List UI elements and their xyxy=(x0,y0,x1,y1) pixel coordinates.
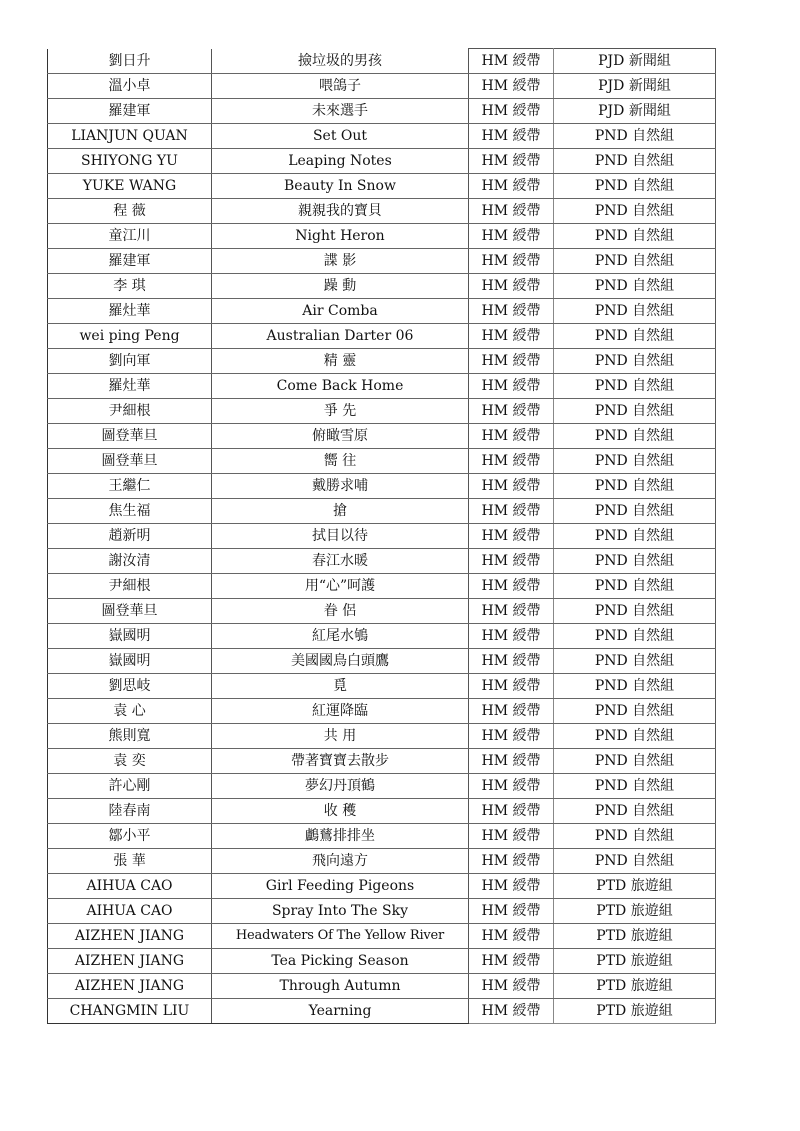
entrant-name-cell: 袁 心 xyxy=(48,699,212,724)
table-row xyxy=(48,524,716,549)
table-row xyxy=(48,274,716,299)
entrant-name-cell: AIZHEN JIANG xyxy=(48,924,212,949)
award-cell: HM 綬帶 xyxy=(469,224,554,249)
table-row xyxy=(48,899,716,924)
work-title-cell: Headwaters Of The Yellow River xyxy=(212,924,469,949)
award-cell: HM 綬帶 xyxy=(469,999,554,1024)
work-title-cell: 諜 影 xyxy=(212,249,469,274)
work-title-cell: 紅運降臨 xyxy=(212,699,469,724)
group-cell: PJD 新聞組 xyxy=(554,99,716,124)
award-cell: HM 綬帶 xyxy=(469,974,554,999)
table-row xyxy=(48,224,716,249)
work-title-cell: 春江水暖 xyxy=(212,549,469,574)
group-cell: PND 自然組 xyxy=(554,599,716,624)
work-title-cell: 精 靈 xyxy=(212,349,469,374)
award-cell: HM 綬帶 xyxy=(469,624,554,649)
award-cell: HM 綬帶 xyxy=(469,899,554,924)
entrant-name-cell: 劉思岐 xyxy=(48,674,212,699)
award-cell: HM 綬帶 xyxy=(469,74,554,99)
group-cell: PJD 新聞組 xyxy=(554,74,716,99)
work-title-cell: 用“心”呵護 xyxy=(212,574,469,599)
table-row xyxy=(48,649,716,674)
award-cell: HM 綬帶 xyxy=(469,774,554,799)
table-row xyxy=(48,699,716,724)
entrant-name-cell: AIZHEN JIANG xyxy=(48,949,212,974)
table-row xyxy=(48,424,716,449)
award-cell: HM 綬帶 xyxy=(469,49,554,74)
entrant-name-cell: 熊則寬 xyxy=(48,724,212,749)
entrant-name-cell: 程 薇 xyxy=(48,199,212,224)
entrant-name-cell: 溫小卓 xyxy=(48,74,212,99)
award-cell: HM 綬帶 xyxy=(469,674,554,699)
table-row xyxy=(48,149,716,174)
work-title-cell: Air Comba xyxy=(212,299,469,324)
entrant-name-cell: 王繼仁 xyxy=(48,474,212,499)
entrant-name-cell: 趙新明 xyxy=(48,524,212,549)
table-row xyxy=(48,349,716,374)
work-title-cell: 俯瞰雪原 xyxy=(212,424,469,449)
entrant-name-cell: 袁 奕 xyxy=(48,749,212,774)
award-cell: HM 綬帶 xyxy=(469,549,554,574)
entrant-name-cell: SHIYONG YU xyxy=(48,149,212,174)
work-title-cell: 紅尾水鴝 xyxy=(212,624,469,649)
awards-table-body xyxy=(48,49,716,1024)
entrant-name-cell: 鄒小平 xyxy=(48,824,212,849)
award-cell: HM 綬帶 xyxy=(469,699,554,724)
work-title-cell: 夢幻丹頂鶴 xyxy=(212,774,469,799)
table-row xyxy=(48,174,716,199)
table-row xyxy=(48,824,716,849)
work-title-cell: Yearning xyxy=(212,999,469,1024)
table-row xyxy=(48,299,716,324)
table-row xyxy=(48,199,716,224)
table-row xyxy=(48,399,716,424)
entrant-name-cell: 張 華 xyxy=(48,849,212,874)
group-cell: PND 自然組 xyxy=(554,199,716,224)
group-cell: PND 自然組 xyxy=(554,499,716,524)
award-cell: HM 綬帶 xyxy=(469,174,554,199)
group-cell: PND 自然組 xyxy=(554,749,716,774)
group-cell: PND 自然組 xyxy=(554,124,716,149)
table-row xyxy=(48,474,716,499)
entrant-name-cell: 圖登華旦 xyxy=(48,449,212,474)
group-cell: PTD 旅遊組 xyxy=(554,899,716,924)
work-title-cell: 拭目以待 xyxy=(212,524,469,549)
entrant-name-cell: AIZHEN JIANG xyxy=(48,974,212,999)
group-cell: PND 自然組 xyxy=(554,624,716,649)
group-cell: PTD 旅遊組 xyxy=(554,949,716,974)
table-row xyxy=(48,549,716,574)
work-title-cell: 嚮 往 xyxy=(212,449,469,474)
work-title-cell: Beauty In Snow xyxy=(212,174,469,199)
table-row xyxy=(48,724,716,749)
entrant-name-cell: 謝汝清 xyxy=(48,549,212,574)
entrant-name-cell: 尹細根 xyxy=(48,399,212,424)
table-row xyxy=(48,324,716,349)
entrant-name-cell: 圖登華旦 xyxy=(48,424,212,449)
award-cell: HM 綬帶 xyxy=(469,249,554,274)
group-cell: PND 自然組 xyxy=(554,474,716,499)
entrant-name-cell: 劉日升 xyxy=(48,49,212,74)
group-cell: PTD 旅遊組 xyxy=(554,999,716,1024)
work-title-cell: 爭 先 xyxy=(212,399,469,424)
award-cell: HM 綬帶 xyxy=(469,749,554,774)
entrant-name-cell: AIHUA CAO xyxy=(48,874,212,899)
work-title-cell: Tea Picking Season xyxy=(212,949,469,974)
work-title-cell: 喂鴿子 xyxy=(212,74,469,99)
entrant-name-cell: CHANGMIN LIU xyxy=(48,999,212,1024)
table-row xyxy=(48,574,716,599)
work-title-cell: 飛向遠方 xyxy=(212,849,469,874)
group-cell: PND 自然組 xyxy=(554,174,716,199)
group-cell: PTD 旅遊組 xyxy=(554,974,716,999)
work-title-cell: 鸕鶿排排坐 xyxy=(212,824,469,849)
group-cell: PND 自然組 xyxy=(554,799,716,824)
table-row xyxy=(48,799,716,824)
award-cell: HM 綬帶 xyxy=(469,499,554,524)
group-cell: PND 自然組 xyxy=(554,399,716,424)
award-cell: HM 綬帶 xyxy=(469,149,554,174)
award-cell: HM 綬帶 xyxy=(469,799,554,824)
group-cell: PND 自然組 xyxy=(554,774,716,799)
entrant-name-cell: 李 琪 xyxy=(48,274,212,299)
award-cell: HM 綬帶 xyxy=(469,299,554,324)
entrant-name-cell: 羅建軍 xyxy=(48,99,212,124)
table-row xyxy=(48,949,716,974)
entrant-name-cell: 陸春南 xyxy=(48,799,212,824)
group-cell: PJD 新聞組 xyxy=(554,49,716,74)
award-cell: HM 綬帶 xyxy=(469,474,554,499)
work-title-cell: Australian Darter 06 xyxy=(212,324,469,349)
table-row xyxy=(48,774,716,799)
work-title-cell: 共 用 xyxy=(212,724,469,749)
award-cell: HM 綬帶 xyxy=(469,649,554,674)
award-cell: HM 綬帶 xyxy=(469,199,554,224)
entrant-name-cell: 圖登華旦 xyxy=(48,599,212,624)
entrant-name-cell: 劉向軍 xyxy=(48,349,212,374)
table-row xyxy=(48,124,716,149)
table-row xyxy=(48,999,716,1024)
group-cell: PND 自然組 xyxy=(554,249,716,274)
entrant-name-cell: 嶽國明 xyxy=(48,649,212,674)
award-cell: HM 綬帶 xyxy=(469,874,554,899)
work-title-cell: 撿垃圾的男孩 xyxy=(212,49,469,74)
entrant-name-cell: LIANJUN QUAN xyxy=(48,124,212,149)
work-title-cell: Come Back Home xyxy=(212,374,469,399)
award-cell: HM 綬帶 xyxy=(469,924,554,949)
award-cell: HM 綬帶 xyxy=(469,324,554,349)
awards-table xyxy=(47,48,716,1024)
work-title-cell: 眷 侶 xyxy=(212,599,469,624)
table-row xyxy=(48,99,716,124)
work-title-cell: Through Autumn xyxy=(212,974,469,999)
group-cell: PTD 旅遊組 xyxy=(554,924,716,949)
entrant-name-cell: 羅灶華 xyxy=(48,374,212,399)
work-title-cell: Set Out xyxy=(212,124,469,149)
entrant-name-cell: 許心剛 xyxy=(48,774,212,799)
table-row xyxy=(48,974,716,999)
work-title-cell: Spray Into The Sky xyxy=(212,899,469,924)
award-cell: HM 綬帶 xyxy=(469,374,554,399)
table-row xyxy=(48,449,716,474)
entrant-name-cell: 羅建軍 xyxy=(48,249,212,274)
table-row xyxy=(48,249,716,274)
work-title-cell: 覓 xyxy=(212,674,469,699)
award-cell: HM 綬帶 xyxy=(469,349,554,374)
entrant-name-cell: 焦生福 xyxy=(48,499,212,524)
award-cell: HM 綬帶 xyxy=(469,449,554,474)
work-title-cell: 躁 動 xyxy=(212,274,469,299)
table-row xyxy=(48,674,716,699)
award-cell: HM 綬帶 xyxy=(469,599,554,624)
award-cell: HM 綬帶 xyxy=(469,724,554,749)
group-cell: PND 自然組 xyxy=(554,724,716,749)
group-cell: PND 自然組 xyxy=(554,824,716,849)
entrant-name-cell: YUKE WANG xyxy=(48,174,212,199)
table-row xyxy=(48,749,716,774)
group-cell: PND 自然組 xyxy=(554,699,716,724)
table-row xyxy=(48,74,716,99)
award-cell: HM 綬帶 xyxy=(469,949,554,974)
table-row xyxy=(48,499,716,524)
entrant-name-cell: 童江川 xyxy=(48,224,212,249)
work-title-cell: Girl Feeding Pigeons xyxy=(212,874,469,899)
award-cell: HM 綬帶 xyxy=(469,99,554,124)
table-row xyxy=(48,49,716,74)
group-cell: PND 自然組 xyxy=(554,149,716,174)
group-cell: PND 自然組 xyxy=(554,424,716,449)
group-cell: PND 自然組 xyxy=(554,274,716,299)
award-cell: HM 綬帶 xyxy=(469,424,554,449)
table-row xyxy=(48,599,716,624)
group-cell: PTD 旅遊組 xyxy=(554,874,716,899)
work-title-cell: Leaping Notes xyxy=(212,149,469,174)
work-title-cell: 搶 xyxy=(212,499,469,524)
award-cell: HM 綬帶 xyxy=(469,399,554,424)
entrant-name-cell: 嶽國明 xyxy=(48,624,212,649)
work-title-cell: 親親我的寶貝 xyxy=(212,199,469,224)
group-cell: PND 自然組 xyxy=(554,649,716,674)
work-title-cell: 戴勝求哺 xyxy=(212,474,469,499)
group-cell: PND 自然組 xyxy=(554,549,716,574)
group-cell: PND 自然組 xyxy=(554,524,716,549)
award-cell: HM 綬帶 xyxy=(469,274,554,299)
table-row xyxy=(48,874,716,899)
group-cell: PND 自然組 xyxy=(554,224,716,249)
entrant-name-cell: wei ping Peng xyxy=(48,324,212,349)
group-cell: PND 自然組 xyxy=(554,349,716,374)
table-row xyxy=(48,624,716,649)
award-cell: HM 綬帶 xyxy=(469,124,554,149)
award-cell: HM 綬帶 xyxy=(469,849,554,874)
table-row xyxy=(48,374,716,399)
entrant-name-cell: 尹細根 xyxy=(48,574,212,599)
entrant-name-cell: 羅灶華 xyxy=(48,299,212,324)
work-title-cell: Night Heron xyxy=(212,224,469,249)
group-cell: PND 自然組 xyxy=(554,849,716,874)
group-cell: PND 自然組 xyxy=(554,374,716,399)
work-title-cell: 美國國鳥白頭鷹 xyxy=(212,649,469,674)
group-cell: PND 自然組 xyxy=(554,674,716,699)
award-cell: HM 綬帶 xyxy=(469,824,554,849)
table-row xyxy=(48,924,716,949)
award-cell: HM 綬帶 xyxy=(469,574,554,599)
group-cell: PND 自然組 xyxy=(554,324,716,349)
award-cell: HM 綬帶 xyxy=(469,524,554,549)
group-cell: PND 自然組 xyxy=(554,299,716,324)
table-row xyxy=(48,849,716,874)
group-cell: PND 自然組 xyxy=(554,574,716,599)
work-title-cell: 帶著寶寶去散步 xyxy=(212,749,469,774)
group-cell: PND 自然組 xyxy=(554,449,716,474)
entrant-name-cell: AIHUA CAO xyxy=(48,899,212,924)
work-title-cell: 收 穫 xyxy=(212,799,469,824)
work-title-cell: 未來選手 xyxy=(212,99,469,124)
